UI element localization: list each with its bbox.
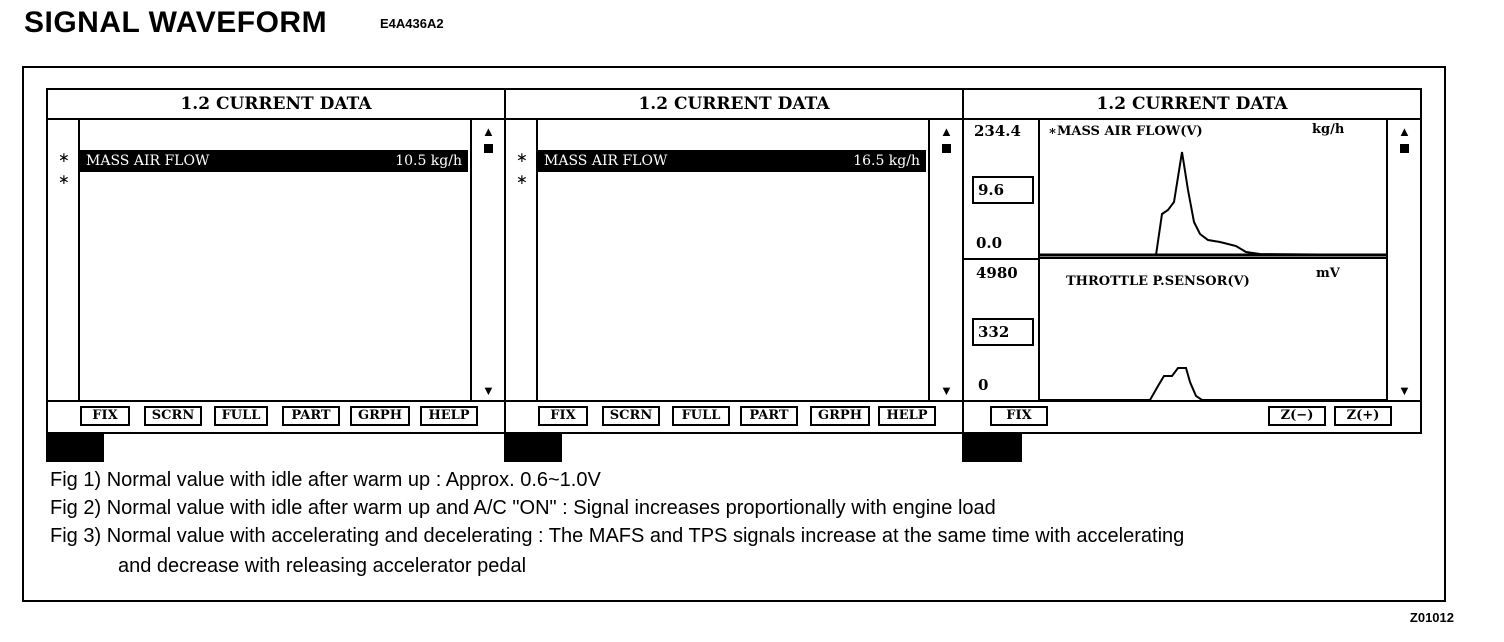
- graph2-current-box: [972, 318, 1034, 346]
- scanner-screen-2: [504, 88, 964, 434]
- item-label: MASS AIR FLOW: [86, 153, 210, 169]
- graph1-min: 0.0: [976, 234, 1003, 252]
- square-icon[interactable]: [484, 144, 493, 153]
- graph2-current: 332: [978, 323, 1010, 341]
- part-button[interactable]: PART: [282, 406, 340, 426]
- cursor-block: [962, 434, 1022, 462]
- graph2-min: 0: [978, 376, 989, 394]
- graph2-unit: mV: [1316, 266, 1340, 281]
- full-button[interactable]: FULL: [672, 406, 730, 426]
- triangle-down-icon[interactable]: ▼: [1398, 383, 1411, 398]
- zoom-in-button[interactable]: Z(+): [1334, 406, 1392, 426]
- data-list: [80, 118, 472, 402]
- scale-column: [964, 118, 1040, 402]
- triangle-up-icon[interactable]: ▲: [940, 124, 953, 139]
- asterisk-icon: ∗: [516, 172, 528, 188]
- full-button[interactable]: FULL: [214, 406, 268, 426]
- image-code: E4A436A2: [380, 16, 444, 31]
- asterisk-icon: ∗: [58, 150, 70, 166]
- caption-fig2: Fig 2) Normal value with idle after warm up and A/C "ON" : Signal increases proportionally with engine load: [50, 497, 996, 519]
- fix-button[interactable]: FIX: [80, 406, 130, 426]
- asterisk-icon: ∗: [58, 172, 70, 188]
- data-list: [538, 118, 930, 402]
- grph-button[interactable]: GRPH: [810, 406, 870, 426]
- grph-button[interactable]: GRPH: [350, 406, 410, 426]
- scanner-screen-3: [962, 88, 1422, 434]
- fix-button[interactable]: FIX: [990, 406, 1048, 426]
- triangle-up-icon[interactable]: ▲: [1398, 124, 1411, 139]
- function-bar: [964, 400, 1420, 432]
- item-label: MASS AIR FLOW: [544, 153, 668, 169]
- scrollbar[interactable]: [1390, 118, 1420, 402]
- function-bar: [506, 400, 962, 432]
- page-title: SIGNAL WAVEFORM: [24, 6, 328, 39]
- list-item-selected[interactable]: [80, 150, 468, 172]
- graph1-label-top: ∗MASS AIR FLOW(V): [1048, 124, 1203, 139]
- graph2-max: 4980: [976, 264, 1018, 282]
- help-button[interactable]: HELP: [420, 406, 478, 426]
- graph2-waveform: [1040, 368, 1386, 400]
- marker-column: [506, 118, 538, 402]
- asterisk-icon: ∗: [516, 150, 528, 166]
- scrn-button[interactable]: SCRN: [144, 406, 202, 426]
- square-icon[interactable]: [942, 144, 951, 153]
- item-value: 10.5 kg/h: [395, 153, 462, 169]
- list-item-selected[interactable]: [538, 150, 926, 172]
- graph-area: [1040, 118, 1388, 402]
- caption-fig3: Fig 3) Normal value with accelerating and decelerating : The MAFS and TPS signals increase at the same time with accelerating: [50, 525, 1185, 547]
- scrollbar[interactable]: [474, 118, 504, 402]
- function-bar: [48, 400, 504, 432]
- help-button[interactable]: HELP: [878, 406, 936, 426]
- scrollbar[interactable]: [932, 118, 962, 402]
- scrn-button[interactable]: SCRN: [602, 406, 660, 426]
- caption-fig1: Fig 1) Normal value with idle after warm up : Approx. 0.6~1.0V: [50, 469, 601, 491]
- figure-id: Z01012: [1409, 610, 1454, 625]
- triangle-down-icon[interactable]: ▼: [940, 383, 953, 398]
- panel-title: 1.2 CURRENT DATA: [964, 90, 1420, 120]
- scanner-screen-1: [46, 88, 506, 434]
- graph1-waveform: [1040, 152, 1386, 255]
- cursor-block: [504, 434, 562, 462]
- triangle-down-icon[interactable]: ▼: [482, 383, 495, 398]
- graph1-unit: kg/h: [1312, 122, 1345, 137]
- graph1-current: 9.6: [978, 181, 1005, 199]
- graph1-max: 234.4: [974, 122, 1021, 140]
- square-icon[interactable]: [1400, 144, 1409, 153]
- marker-column: [48, 118, 80, 402]
- item-value: 16.5 kg/h: [853, 153, 920, 169]
- fix-button[interactable]: FIX: [538, 406, 588, 426]
- cursor-block: [46, 434, 104, 462]
- graph1-current-box: [972, 176, 1034, 204]
- graph2-label: THROTTLE P.SENSOR(V): [1066, 274, 1250, 289]
- panel-title: 1.2 CURRENT DATA: [506, 90, 962, 120]
- panel-title: 1.2 CURRENT DATA: [48, 90, 504, 120]
- triangle-up-icon[interactable]: ▲: [482, 124, 495, 139]
- part-button[interactable]: PART: [740, 406, 798, 426]
- waveform-plot: [1040, 118, 1386, 402]
- caption-fig3-continued: and decrease with releasing accelerator pedal: [118, 555, 527, 577]
- zoom-out-button[interactable]: Z(−): [1268, 406, 1326, 426]
